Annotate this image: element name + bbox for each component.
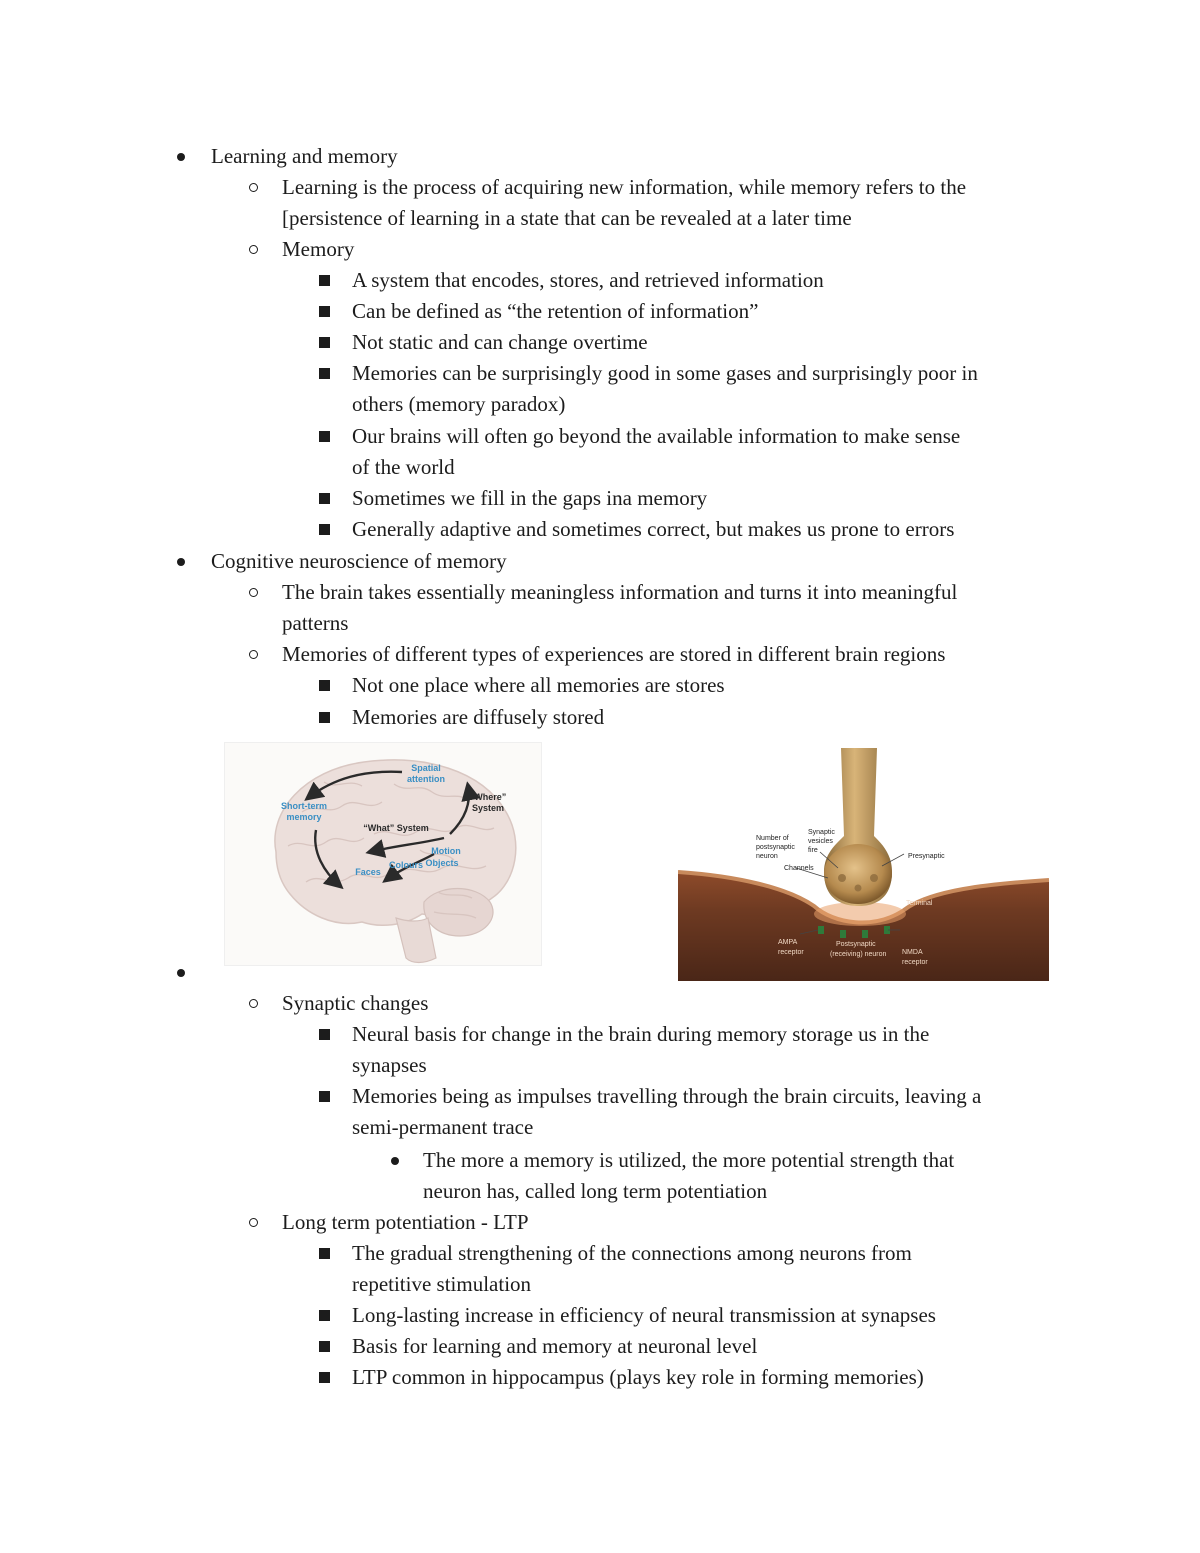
label-post-neuron-1: Postsynaptic [836, 941, 876, 948]
square-bullet-icon [319, 1372, 330, 1383]
brain-illustration [224, 742, 542, 966]
outline-text: synapses [352, 1053, 427, 1077]
square-bullet-icon [319, 712, 330, 723]
outline-text: of the world [352, 455, 455, 479]
square-bullet-icon [319, 1029, 330, 1040]
label-where-system-2: System [471, 803, 505, 813]
outline-text: repetitive stimulation [352, 1272, 532, 1296]
label-objects: Objects [425, 858, 459, 868]
synapse-illustration [678, 748, 1049, 981]
label-postsynaptic-2: postsynaptic [756, 844, 795, 851]
label-what-system: “What” System [363, 823, 429, 833]
outline-text: Not static and can change overtime [352, 330, 648, 354]
outline-text: Memory [282, 237, 355, 261]
outline-text: A system that encodes, stores, and retrieved information [352, 268, 824, 292]
label-spatial-attention-2: attention [407, 774, 445, 784]
square-bullet-icon [319, 493, 330, 504]
circle-bullet-icon [249, 650, 258, 659]
outline-text: LTP common in hippocampus (plays key role in forming memories) [352, 1365, 924, 1389]
label-ampa-2: receptor [778, 949, 804, 956]
outline-text: The brain takes essentially meaningless information and turns it into meaningful [282, 580, 958, 604]
outline-text: Basis for learning and memory at neuronal level [352, 1334, 758, 1358]
label-postsynaptic-3: neuron [756, 853, 778, 860]
outline-text: Neural basis for change in the brain during memory storage us in the [352, 1022, 930, 1046]
label-nmda-1: NMDA [902, 949, 923, 956]
outline-text: [persistence of learning in a state that can be revealed at a later time [282, 206, 852, 230]
circle-bullet-icon [249, 1218, 258, 1227]
outline-text: Long-lasting increase in efficiency of neural transmission at synapses [352, 1303, 936, 1327]
outline-text: Memories can be surprisingly good in some gases and surprisingly poor in [352, 361, 978, 385]
label-short-term-memory-2: memory [286, 812, 322, 822]
label-ampa-1: AMPA [778, 939, 798, 946]
square-bullet-icon [319, 1248, 330, 1259]
label-post-neuron-2: (receiving) neuron [830, 951, 887, 958]
label-colours: Colours [388, 860, 424, 870]
outline-text: Not one place where all memories are stores [352, 673, 725, 697]
outline-text: Memories being as impulses travelling through the brain circuits, leaving a [352, 1084, 982, 1108]
square-bullet-icon [319, 368, 330, 379]
outline-text: Sometimes we fill in the gaps ina memory [352, 486, 708, 510]
square-bullet-icon [319, 337, 330, 348]
disc-bullet-icon [177, 558, 185, 566]
circle-bullet-icon [249, 245, 258, 254]
label-short-term-memory-1: Short-term [280, 801, 328, 811]
outline-text: The gradual strengthening of the connections among neurons from [352, 1241, 912, 1265]
label-motion: Motion [431, 846, 461, 856]
label-vesicles-3: fire [808, 847, 818, 854]
heading-learning-memory: Learning and memory [211, 144, 398, 168]
outline-text: Memories are diffusely stored [352, 705, 605, 729]
label-terminal: Terminal [906, 900, 933, 907]
disc-bullet-icon [177, 969, 185, 977]
outline-text: semi-permanent trace [352, 1115, 534, 1139]
outline-text: Synaptic changes [282, 991, 429, 1015]
label-postsynaptic-1: Number of [756, 835, 789, 842]
label-channels: Channels [784, 865, 814, 872]
square-bullet-icon [319, 524, 330, 535]
label-vesicles-1: Synaptic [808, 829, 835, 836]
outline-text: Our brains will often go beyond the available information to make sense [352, 424, 961, 448]
outline-text: Can be defined as “the retention of information” [352, 299, 759, 323]
square-bullet-icon [319, 1310, 330, 1321]
outline-text: patterns [282, 611, 349, 635]
outline-text: Long term potentiation - LTP [282, 1210, 529, 1234]
square-bullet-icon [319, 1091, 330, 1102]
label-where-system-1: “Where” [469, 792, 507, 802]
brain-regions-figure [224, 742, 542, 966]
label-spatial-attention-1: Spatial [411, 763, 441, 773]
outline-text: Memories of different types of experiences are stored in different brain regions [282, 642, 946, 666]
disc-bullet-icon [177, 153, 185, 161]
circle-bullet-icon [249, 588, 258, 597]
square-bullet-icon [319, 306, 330, 317]
synapse-figure [678, 748, 1049, 981]
square-bullet-icon [319, 431, 330, 442]
label-faces: Faces [355, 867, 381, 877]
square-bullet-icon [319, 1341, 330, 1352]
outline-text: others (memory paradox) [352, 392, 566, 416]
circle-bullet-icon [249, 999, 258, 1008]
circle-bullet-icon [249, 183, 258, 192]
disc-bullet-icon [391, 1157, 399, 1165]
square-bullet-icon [319, 680, 330, 691]
heading-cognitive-neuroscience: Cognitive neuroscience of memory [211, 549, 507, 573]
label-presynaptic: Presynaptic [908, 853, 945, 860]
label-nmda-2: receptor [902, 959, 928, 966]
outline-text: Generally adaptive and sometimes correct, but makes us prone to errors [352, 517, 955, 541]
label-vesicles-2: vesicles [808, 838, 833, 845]
outline-text: Learning is the process of acquiring new information, while memory refers to the [282, 175, 967, 199]
outline-text: The more a memory is utilized, the more potential strength that [423, 1148, 955, 1172]
square-bullet-icon [319, 275, 330, 286]
outline-text: neuron has, called long term potentiation [423, 1179, 768, 1203]
